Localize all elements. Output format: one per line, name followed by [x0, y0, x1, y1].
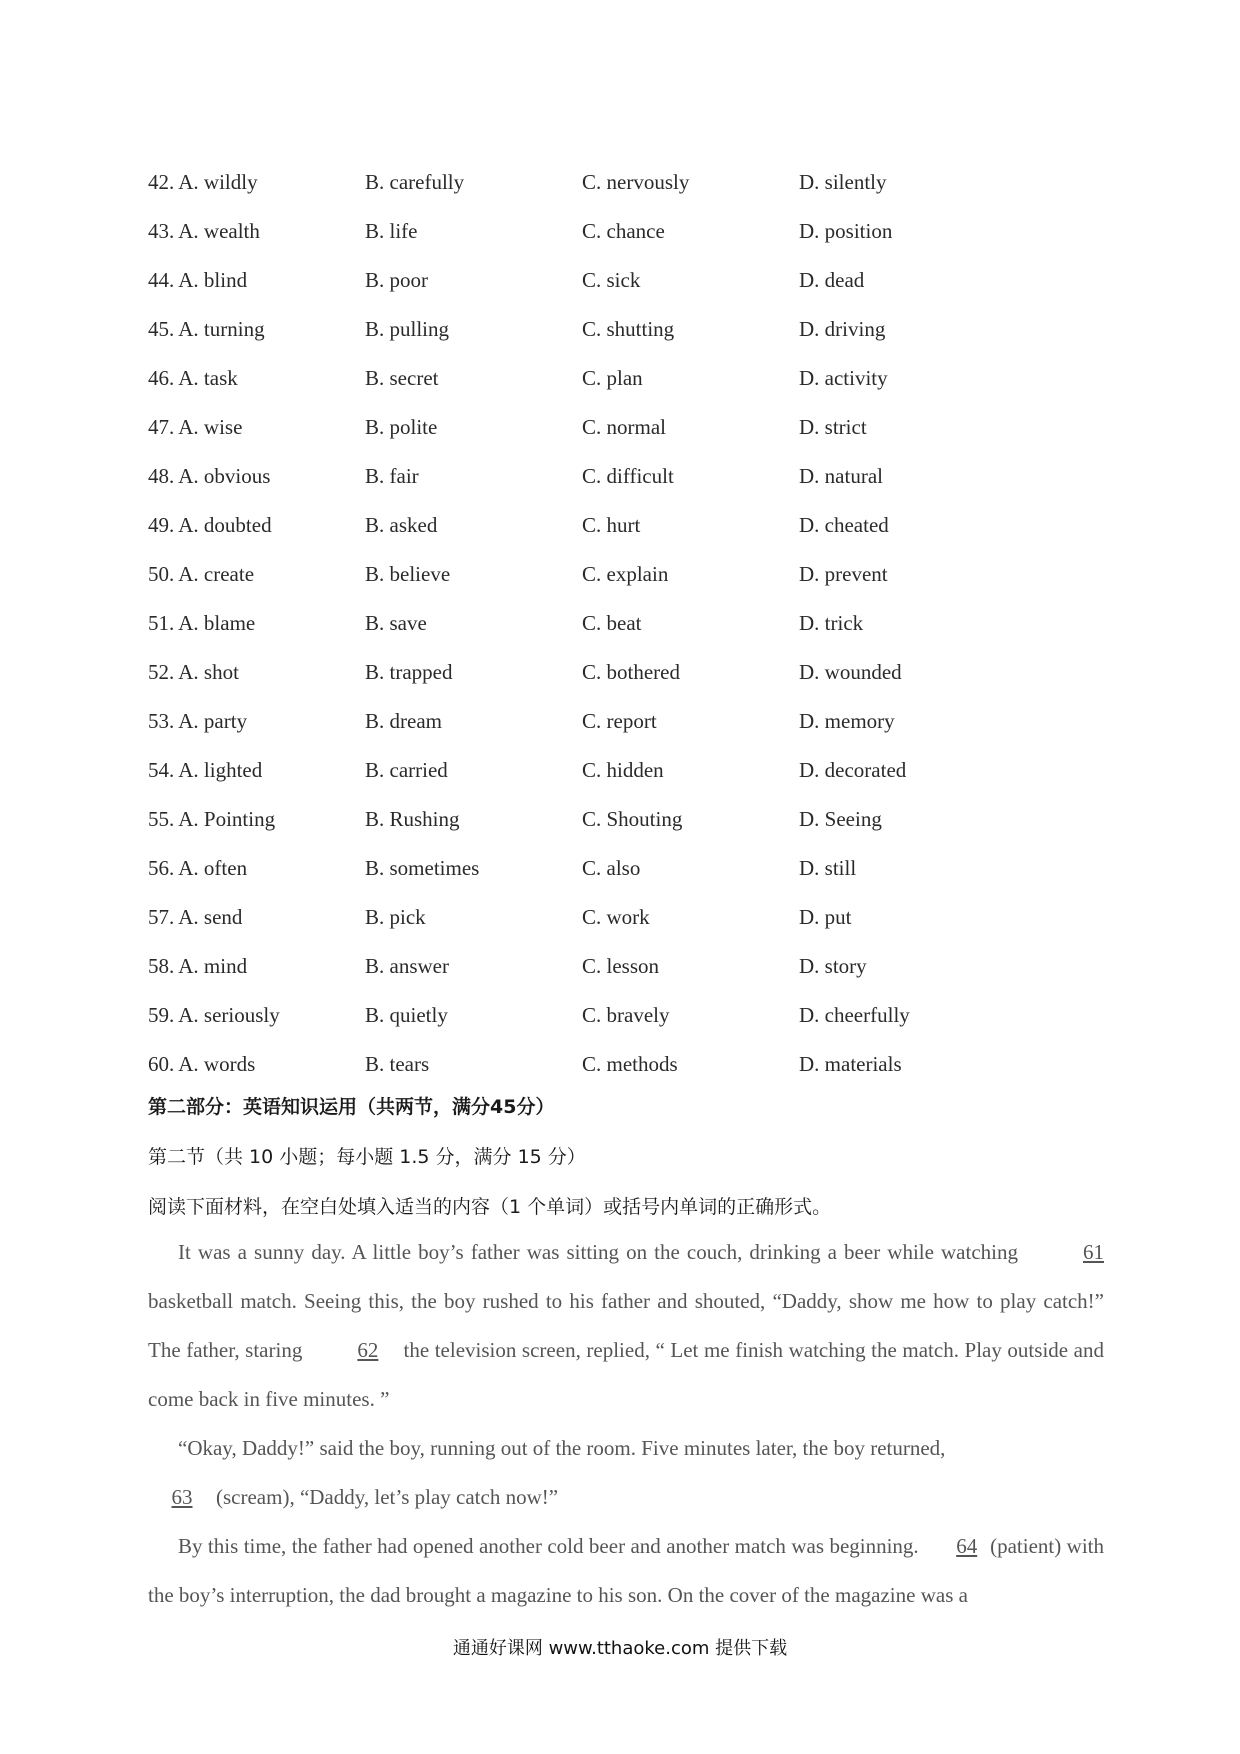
option-a-text: A. obvious	[178, 464, 271, 488]
option-a-text: A. often	[178, 856, 248, 880]
option-c: C. chance	[582, 219, 665, 243]
question-number: 52.	[148, 660, 175, 684]
question-row	[148, 991, 1108, 1040]
question-row	[148, 550, 1108, 599]
option-c: C. difficult	[582, 464, 674, 488]
option-b: B. tears	[365, 1052, 430, 1076]
instruction-text: 阅读下面材料，在空白处填入适当的内容（1 个单词）或括号内单词的正确形式。	[148, 1196, 832, 1218]
option-c: C. also	[582, 856, 641, 880]
option-a-text: A. mind	[178, 954, 248, 978]
question-number: 57.	[148, 905, 175, 929]
question-row	[148, 942, 1108, 991]
question-number: 46.	[148, 366, 175, 390]
option-b: B. fair	[365, 464, 419, 488]
question-row	[148, 305, 1108, 354]
option-d: D. still	[799, 856, 857, 880]
option-a-text: A. doubted	[178, 513, 272, 537]
passage-text: (patient) with the boy’s interruption, the dad brought a magazine to his son. On the cover of the magazine was a	[148, 1534, 1104, 1607]
question-number: 48.	[148, 464, 175, 488]
option-a-text: A. create	[178, 562, 255, 586]
question-row	[148, 599, 1108, 648]
blank-62: 62	[357, 1338, 379, 1362]
question-row	[148, 207, 1108, 256]
part-title: 第二部分：英语知识运用（共两节，满分45分）	[148, 1096, 555, 1118]
option-c: C. shutting	[582, 317, 675, 341]
option-c: C. beat	[582, 611, 642, 635]
option-a	[148, 709, 365, 734]
option-b: B. polite	[365, 415, 438, 439]
option-c: C. report	[582, 709, 657, 733]
question-row	[148, 648, 1108, 697]
question-row	[148, 697, 1108, 746]
question-row	[148, 1040, 1108, 1089]
option-b: B. asked	[365, 513, 438, 537]
option-a	[148, 856, 365, 881]
option-b: B. pick	[365, 905, 426, 929]
option-b: B. carried	[365, 758, 448, 782]
option-d: D. materials	[799, 1052, 902, 1076]
option-b: B. dream	[365, 709, 442, 733]
question-row	[148, 795, 1108, 844]
option-c: C. bothered	[582, 660, 680, 684]
option-b: B. quietly	[365, 1003, 448, 1027]
option-a-text: A. words	[178, 1052, 256, 1076]
option-c: C. hurt	[582, 513, 641, 537]
question-number: 54.	[148, 758, 175, 782]
option-a	[148, 954, 365, 979]
option-a-text: A. wealth	[178, 219, 260, 243]
question-number: 44.	[148, 268, 175, 292]
paragraph-2	[148, 1424, 1104, 1522]
option-d: D. activity	[799, 366, 888, 390]
option-d: D. natural	[799, 464, 883, 488]
option-b: B. pulling	[365, 317, 450, 341]
option-a-text: A. send	[178, 905, 243, 929]
option-b: B. Rushing	[365, 807, 460, 831]
option-b: B. carefully	[365, 170, 465, 194]
option-c: C. work	[582, 905, 650, 929]
blank-64: 64	[956, 1534, 978, 1558]
footer-credit: 通通好课网 www.tthaoke.com 提供下载	[452, 1638, 788, 1659]
question-number: 50.	[148, 562, 175, 586]
option-a-text: A. shot	[178, 660, 239, 684]
option-a	[148, 905, 365, 930]
option-b: B. poor	[365, 268, 428, 292]
question-number: 47.	[148, 415, 175, 439]
paragraph-1	[148, 1228, 1104, 1424]
option-a	[148, 1052, 365, 1077]
option-b: B. trapped	[365, 660, 453, 684]
question-number: 55.	[148, 807, 175, 831]
blank-61: 61	[1083, 1240, 1104, 1264]
option-d: D. strict	[799, 415, 867, 439]
question-number: 59.	[148, 1003, 175, 1027]
option-b: B. life	[365, 219, 418, 243]
option-d: D. silently	[799, 170, 887, 194]
option-c: C. hidden	[582, 758, 664, 782]
option-b: B. answer	[365, 954, 449, 978]
options-table	[148, 158, 1108, 1089]
question-number: 60.	[148, 1052, 175, 1076]
option-a	[148, 562, 365, 587]
question-row	[148, 403, 1108, 452]
option-c: C. lesson	[582, 954, 660, 978]
option-a	[148, 513, 365, 538]
option-a-text: A. turning	[178, 317, 265, 341]
question-number: 42.	[148, 170, 175, 194]
option-d: D. memory	[799, 709, 895, 733]
option-d: D. position	[799, 219, 893, 243]
question-row	[148, 893, 1108, 942]
option-d: D. decorated	[799, 758, 907, 782]
question-row	[148, 158, 1108, 207]
option-c: C. explain	[582, 562, 669, 586]
option-d: D. cheated	[799, 513, 889, 537]
option-a	[148, 366, 365, 391]
option-b: B. believe	[365, 562, 451, 586]
option-d: D. cheerfully	[799, 1003, 910, 1027]
passage	[148, 1228, 1104, 1620]
option-a	[148, 317, 365, 342]
option-c: C. plan	[582, 366, 643, 390]
option-d: D. driving	[799, 317, 886, 341]
option-c: C. nervously	[582, 170, 690, 194]
question-row	[148, 452, 1108, 501]
passage-text: (scream), “Daddy, let’s play catch now!”	[216, 1485, 559, 1509]
question-row	[148, 256, 1108, 305]
question-row	[148, 746, 1108, 795]
option-a-text: A. wildly	[178, 170, 258, 194]
option-a-text: A. seriously	[178, 1003, 280, 1027]
question-number: 56.	[148, 856, 175, 880]
option-a-text: A. blame	[178, 611, 256, 635]
option-d: D. dead	[799, 268, 865, 292]
passage-text: basketball match. Seeing this, the boy rushed to his father and shouted, “Daddy, show me how to play catch!” The father, staring	[148, 1289, 1104, 1362]
question-number: 53.	[148, 709, 175, 733]
option-a-text: A. task	[178, 366, 238, 390]
paragraph-3	[148, 1522, 1104, 1620]
option-c: C. bravely	[582, 1003, 670, 1027]
option-b: B. secret	[365, 366, 439, 390]
option-a	[148, 660, 365, 685]
option-a	[148, 1003, 365, 1028]
option-d: D. Seeing	[799, 807, 882, 831]
passage-text: By this time, the father had opened another cold beer and another match was beginning.	[178, 1534, 919, 1558]
option-c: C. Shouting	[582, 807, 683, 831]
option-c: C. sick	[582, 268, 641, 292]
question-row	[148, 354, 1108, 403]
passage-text: “Okay, Daddy!” said the boy, running out of the room. Five minutes later, the boy returned,	[178, 1436, 946, 1460]
option-a-text: A. wise	[178, 415, 243, 439]
question-number: 51.	[148, 611, 175, 635]
option-c: C. normal	[582, 415, 666, 439]
blank-63: 63	[171, 1485, 193, 1509]
option-a	[148, 170, 365, 195]
option-a	[148, 611, 365, 636]
option-a	[148, 464, 365, 489]
option-b: B. save	[365, 611, 427, 635]
option-a	[148, 807, 365, 832]
option-c: C. methods	[582, 1052, 678, 1076]
question-row	[148, 501, 1108, 550]
option-b: B. sometimes	[365, 856, 480, 880]
option-d: D. wounded	[799, 660, 902, 684]
passage-text: It was a sunny day. A little boy’s father was sitting on the couch, drinking a beer while watching	[178, 1240, 1018, 1264]
option-d: D. trick	[799, 611, 864, 635]
option-a-text: A. Pointing	[178, 807, 276, 831]
question-row	[148, 844, 1108, 893]
option-a-text: A. party	[178, 709, 248, 733]
option-d: D. prevent	[799, 562, 888, 586]
option-a	[148, 758, 365, 783]
option-a-text: A. lighted	[178, 758, 263, 782]
subsection-title: 第二节（共 10 小题；每小题 1.5 分，满分 15 分）	[148, 1146, 586, 1168]
question-number: 43.	[148, 219, 175, 243]
question-number: 49.	[148, 513, 175, 537]
option-a-text: A. blind	[178, 268, 248, 292]
option-d: D. put	[799, 905, 852, 929]
question-number: 45.	[148, 317, 175, 341]
question-number: 58.	[148, 954, 175, 978]
option-a	[148, 415, 365, 440]
option-a	[148, 268, 365, 293]
option-d: D. story	[799, 954, 867, 978]
passage-text: the television screen, replied, “ Let me finish watching the match. Play outside and come back in five minutes. ”	[148, 1338, 1104, 1411]
option-a	[148, 219, 365, 244]
